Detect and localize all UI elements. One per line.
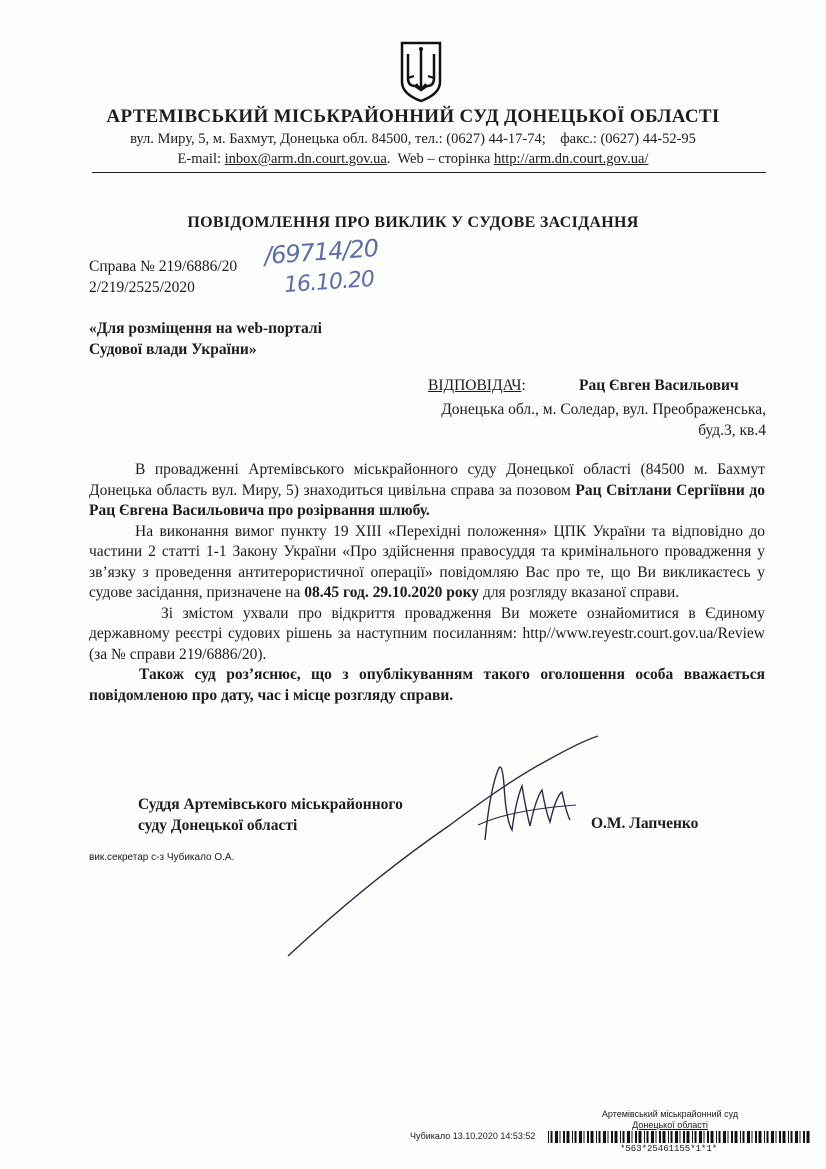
respondent-label-text: ВІДПОВІДАЧ	[428, 377, 522, 394]
judge-signature	[280, 730, 620, 960]
handwritten-date: 16.10.20	[283, 266, 375, 299]
judge-position-line1: Суддя Артемівського міськрайонного	[138, 796, 403, 813]
footer-court	[570, 1109, 770, 1131]
address-text: вул. Миру, 5, м. Бахмут, Донецька обл. 84500, тел.: (0627) 44-17-74;	[130, 131, 546, 147]
web-portal-note	[89, 318, 322, 360]
footer-court-line2: Донецької області	[632, 1120, 708, 1130]
web-label: Web – сторінка	[397, 151, 491, 167]
paragraph-case	[89, 460, 765, 522]
footer-stamp: Чубикало 13.10.2020 14:53:52	[410, 1131, 536, 1141]
email-link[interactable]: inbox@arm.dn.court.gov.ua	[224, 151, 387, 167]
paragraph-registry: Зі змістом ухвали про відкриття провадження Ви можете ознайомитися в Єдиному державному реєстрі судових рішень за наступним посиланням: http//www.reyestr.court.gov.ua/Review (за № справи 219/6886/20).	[89, 604, 765, 663]
judge-name: О.М. Лапченко	[591, 815, 699, 832]
respondent-name: Рац Євген Васильович	[579, 377, 739, 394]
judge-position-line2: суду Донецької області	[138, 817, 298, 834]
judge-position	[138, 794, 403, 836]
respondent-address-line2: буд.3, кв.4	[698, 422, 766, 439]
footer-court-line1: Артемівський міськрайонний суд	[601, 1109, 739, 1119]
barcode	[548, 1131, 814, 1143]
paragraph-warning: Також суд роз’яснює, що з опублікуванням такого оголошення особа вважається повідомленою про дату, час і місце розгляду справи.	[89, 666, 765, 704]
court-address	[0, 131, 826, 148]
p2-text: На виконання вимог пункту 19 ХІІІ «Перехідні положення» ЦПК України та відповідно до частини 2 статті 1-1 Закону України «Про здійснення правосуддя та кримінального провадження у зв’язку з проведення антитерористичної операції» повідомляю Вас про те, що Ви викликаєтесь у судове засідання, призначене на	[89, 522, 765, 601]
hearing-datetime: 08.45 год. 29.10.2020 року	[304, 584, 480, 601]
email-label: E-mail:	[177, 151, 222, 167]
proceeding-number: 2/219/2525/2020	[89, 279, 195, 296]
respondent-address-line1: Донецька обл., м. Соледар, вул. Преображенська,	[441, 401, 766, 418]
secretary-note: вик.секретар с-з Чубикало О.А.	[89, 852, 235, 863]
document-title: ПОВІДОМЛЕННЯ ПРО ВИКЛИК У СУДОВЕ ЗАСІДАННЯ	[187, 214, 639, 231]
fax-text: факс.: (0627) 44-52-95	[560, 131, 696, 147]
header-divider	[92, 172, 766, 173]
p1-parties: Рац Світлани Сергіївни до Рац Євгена Васильовича про розірвання шлюбу.	[89, 481, 765, 519]
p2-tail: для розгляду вказаної справи.	[479, 584, 680, 601]
case-numbers	[89, 256, 237, 298]
paragraph-summons	[89, 522, 765, 604]
notice-body	[89, 460, 765, 706]
web-note-line1: «Для розміщення на web-порталі	[89, 320, 322, 337]
coat-of-arms-icon	[399, 40, 443, 104]
p1-text: В провадженні Артемівського міськрайонного суду Донецької області (84500 м. Бахмут Донецька область вул. Миру, 5) знаходиться цивільна справа за позовом	[89, 461, 765, 499]
court-contacts: E-mail: inbox@arm.dn.court.gov.ua. Web – сторінка http://arm.dn.court.gov.ua/	[177, 151, 649, 167]
court-name: АРТЕМІВСЬКИЙ МІСЬКРАЙОННИЙ СУД ДОНЕЦЬКОЇ ОБЛАСТІ	[106, 106, 720, 127]
respondent-address	[346, 399, 766, 441]
web-note-line2: Судової влади України»	[89, 341, 257, 358]
respondent-label	[428, 377, 526, 395]
barcode-number: *563*25461155*1*1*	[620, 1144, 718, 1154]
handwritten-number: /69714/20	[263, 234, 379, 270]
case-number: Справа № 219/6886/20	[89, 258, 238, 275]
respondent-label-colon: :	[521, 377, 526, 394]
web-link[interactable]: http://arm.dn.court.gov.ua/	[493, 151, 649, 167]
